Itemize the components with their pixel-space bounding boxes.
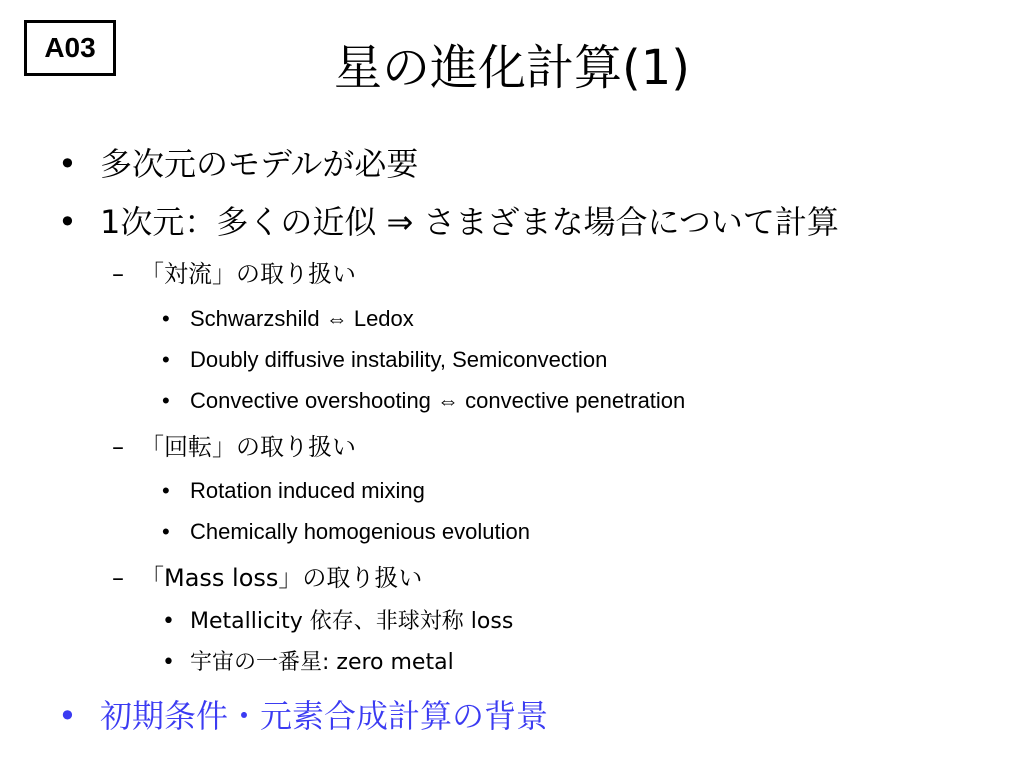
- list-item: [162, 517, 530, 547]
- bullet-text: 1次元：多くの近似 ⇒ さまざまな場合について計算: [100, 203, 839, 241]
- list-item: [162, 304, 414, 334]
- bullet-initial-conditions: [58, 696, 548, 736]
- bullet-mark: •: [162, 478, 170, 503]
- bullet-mark: •: [58, 145, 77, 183]
- list-item-text: Doubly diffusive instability, Semiconvection: [190, 347, 608, 372]
- dash-mark: –: [112, 564, 124, 592]
- dash-mark: –: [112, 260, 124, 288]
- bullet-mark: •: [58, 697, 77, 735]
- list-item-text: 宇宙の一番星: zero metal: [190, 650, 454, 675]
- bullet-mark: •: [162, 347, 170, 372]
- list-item-text: Chemically homogenious evolution: [190, 519, 530, 544]
- list-item: [162, 607, 513, 637]
- bullet-text: 初期条件・元素合成計算の背景: [100, 697, 549, 735]
- subbullet-text: 「Mass loss」の取り扱い: [140, 564, 423, 592]
- slide-id-badge: A03: [24, 20, 116, 76]
- bullet-mark: •: [162, 519, 170, 544]
- bullet-mark: •: [162, 306, 170, 331]
- bullet-text: 多次元のモデルが必要: [100, 145, 419, 183]
- list-item-text: Metallicity 依存、非球対称 loss: [190, 609, 514, 634]
- bullet-one-dimensional: [58, 202, 839, 242]
- list-item-text: Convective overshooting ⇔ convective penetration: [190, 388, 686, 413]
- bullet-mark: •: [58, 203, 77, 241]
- subbullet-convection: [112, 258, 356, 290]
- subbullet-text: 「回転」の取り扱い: [140, 433, 356, 461]
- list-item: [162, 476, 425, 506]
- dash-mark: –: [112, 433, 124, 461]
- bullet-mark: •: [162, 650, 175, 675]
- list-item-text: Rotation induced mixing: [190, 478, 425, 503]
- subbullet-text: 「対流」の取り扱い: [140, 260, 356, 288]
- subbullet-rotation: [112, 431, 356, 463]
- list-item-text: Schwarzshild ⇔ Ledox: [190, 306, 414, 331]
- list-item: [162, 386, 685, 416]
- bullet-multidimensional: [58, 144, 418, 184]
- slide-title: 星の進化計算(1): [334, 40, 690, 96]
- list-item: [162, 345, 607, 375]
- subbullet-mass-loss: [112, 562, 422, 594]
- bullet-mark: •: [162, 388, 170, 413]
- bullet-mark: •: [162, 609, 175, 634]
- list-item: [162, 648, 454, 678]
